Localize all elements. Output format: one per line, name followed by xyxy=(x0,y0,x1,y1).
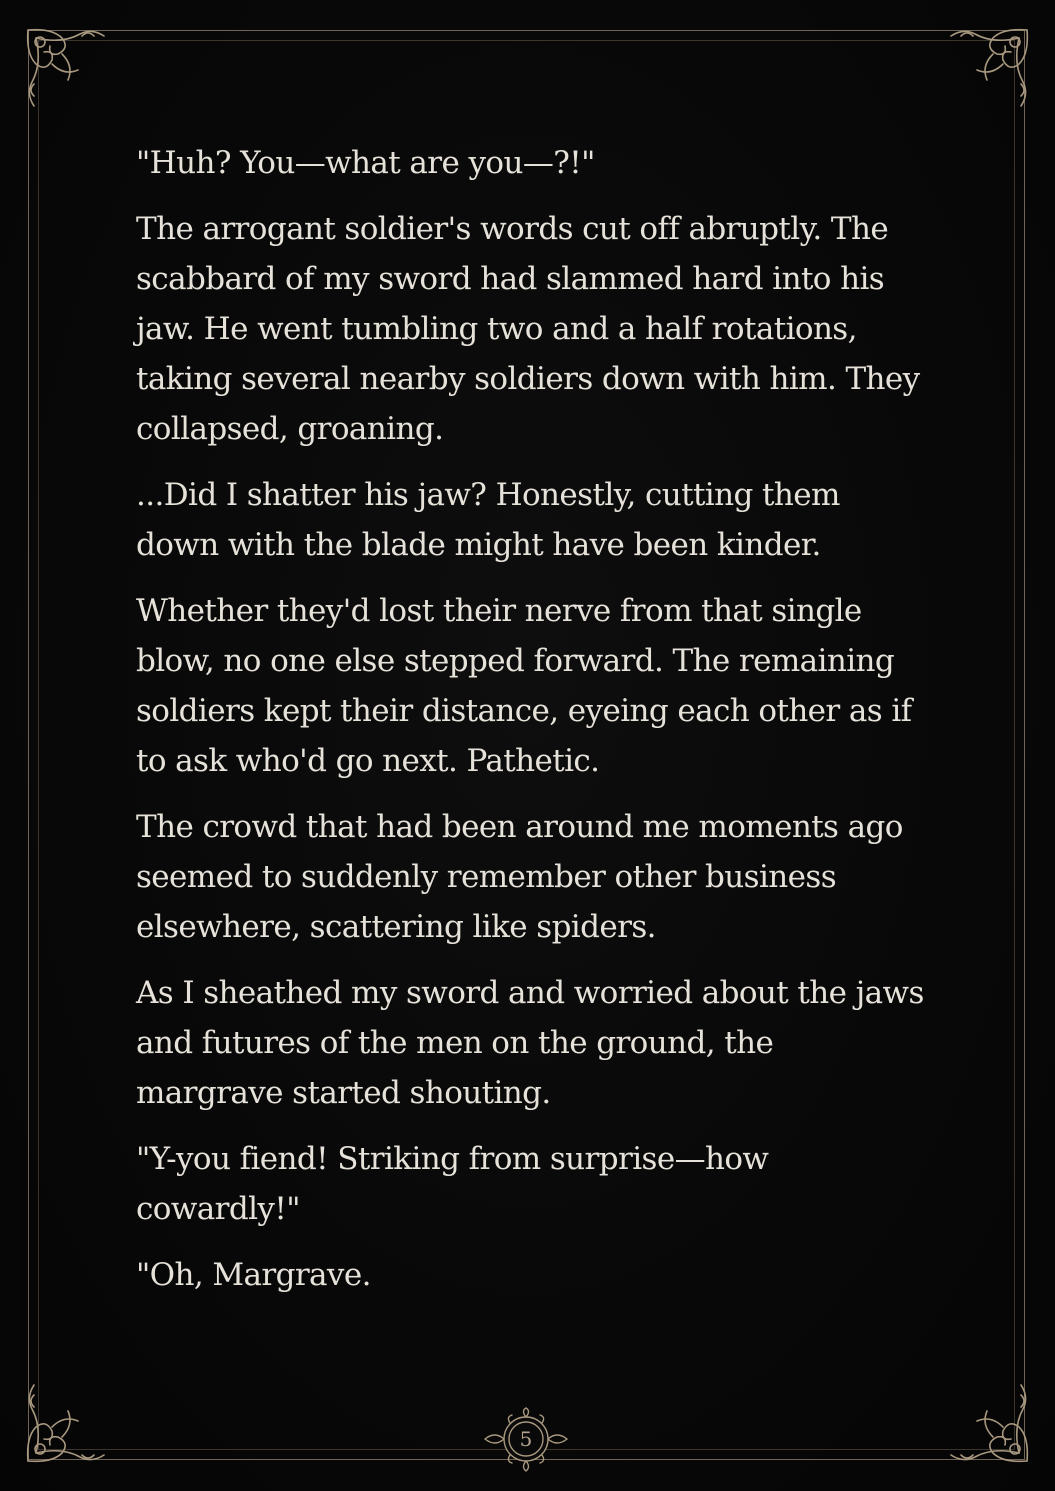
body-text xyxy=(136,138,926,1316)
page-number: 5 xyxy=(519,1427,533,1451)
paragraph: The arrogant soldier's words cut off abruptly. The scabbard of my sword had slammed hard into his jaw. He went tumbling two and a half rotations, taking several nearby soldiers down with him. They collapsed, groaning. xyxy=(136,211,920,447)
filigree-corner-icon xyxy=(943,1377,1033,1467)
paragraph: ...Did I shatter his jaw? Honestly, cutting them down with the blade might have been kinder. xyxy=(136,477,840,563)
filigree-corner-icon xyxy=(943,24,1033,114)
paragraph: The crowd that had been around me moments ago seemed to suddenly remember other business elsewhere, scattering like spiders. xyxy=(136,809,903,945)
page-number-medallion xyxy=(477,1407,575,1473)
paragraph: "Huh? You—what are you—?!" xyxy=(136,145,595,181)
paragraph: "Y-you fiend! Striking from surprise—how cowardly!" xyxy=(136,1141,769,1227)
filigree-corner-icon xyxy=(22,24,112,114)
filigree-corner-icon xyxy=(22,1377,112,1467)
paragraph: Whether they'd lost their nerve from that single blow, no one else stepped forward. The remaining soldiers kept their distance, eyeing each other as if to ask who'd go next. Pathetic. xyxy=(136,593,912,779)
paragraph: "Oh, Margrave. xyxy=(136,1257,371,1293)
paragraph: As I sheathed my sword and worried about the jaws and futures of the men on the ground, the margrave started shouting. xyxy=(136,975,924,1111)
